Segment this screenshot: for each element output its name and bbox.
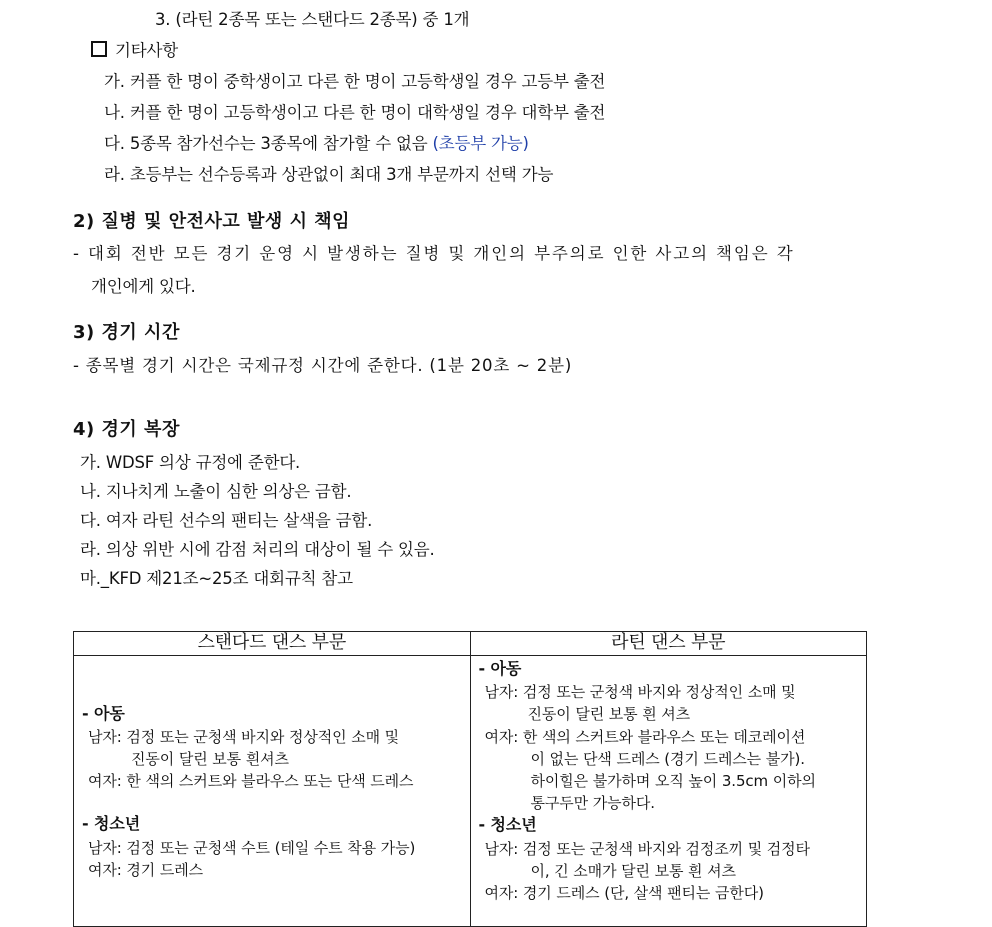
etc-heading-text: 기타사항 [115, 41, 178, 60]
attire-item-da: 다. 여자 라틴 선수의 팬티는 살색을 금함. [80, 511, 373, 530]
attire-item-ma: 마._KFD 제21조~25조 대회규칙 참고 [80, 569, 353, 588]
latin-child-line: 하이힐은 불가하며 오직 높이 3.5cm 이하의 [530, 772, 816, 790]
latin-youth-line: 이, 긴 소매가 달린 보통 흰 셔츠 [530, 862, 736, 880]
etc-item-da-note: (초등부 가능) [432, 134, 529, 153]
standard-child-line: 여자: 한 색의 스커트와 블라우스 또는 단색 드레스 [88, 772, 414, 790]
eligibility-item-3: 3. (라틴 2종목 또는 스탠다드 2종목) 중 1개 [155, 10, 470, 29]
attire-item-na: 나. 지나치게 노출이 심한 의상은 금함. [80, 482, 352, 501]
latin-child-line: 진동이 달린 보통 흰 셔츠 [527, 705, 691, 723]
section3-text-1: - 종목별 경기 시간은 국제규정 시간에 준한다. (1분 20초 ~ 2분) [73, 356, 573, 375]
etc-item-da [104, 133, 529, 155]
etc-item-na: 나. 커플 한 명이 고등학생이고 다른 한 명이 대학생일 경우 대학부 출전 [104, 103, 606, 122]
checkbox-icon [91, 41, 107, 57]
etc-heading [91, 40, 178, 62]
standard-cell [74, 656, 471, 927]
section3-title: 3) 경기 시간 [73, 322, 180, 343]
latin-header: 라틴 댄스 부문 [470, 632, 867, 656]
latin-child-line: 여자: 한 색의 스커트와 블라우스 또는 데코레이션 [484, 728, 806, 746]
latin-child-line: 통구두만 가능하다. [530, 794, 655, 812]
section4-title: 4) 경기 복장 [73, 419, 180, 440]
standard-youth-line: 남자: 검정 또는 군청색 수트 (테일 수트 착용 가능) [88, 839, 416, 857]
standard-header: 스탠다드 댄스 부문 [74, 632, 471, 656]
section2-text-2: 개인에게 있다. [91, 277, 196, 296]
standard-youth-line: 여자: 경기 드레스 [88, 861, 204, 879]
attire-item-ra: 라. 의상 위반 시에 감점 처리의 대상이 될 수 있음. [80, 540, 435, 559]
etc-item-ga: 가. 커플 한 명이 중학생이고 다른 한 명이 고등학생일 경우 고등부 출전 [104, 72, 606, 91]
latin-cell [470, 656, 867, 927]
section2-text-1: - 대회 전반 모든 경기 운영 시 발생하는 질병 및 개인의 부주의로 인한 사고의 책임은 각 [73, 244, 795, 263]
etc-item-da-text: 다. 5종목 참가선수는 3종목에 참가할 수 없음 [104, 134, 428, 153]
etc-item-ra: 라. 초등부는 선수등록과 상관없이 최대 3개 부문까지 선택 가능 [104, 165, 554, 184]
dress-code-table [73, 631, 867, 927]
standard-child-line: 남자: 검정 또는 군청색 바지와 정상적인 소매 및 [88, 728, 400, 746]
latin-child-title: - 아동 [478, 659, 522, 678]
attire-item-ga: 가. WDSF 의상 규정에 준한다. [80, 453, 301, 472]
standard-youth-title: - 청소년 [82, 814, 141, 833]
table-header-row [74, 632, 867, 656]
latin-youth-line: 남자: 검정 또는 군청색 바지와 검정조끼 및 검정타 [484, 840, 810, 858]
standard-child-title: - 아동 [82, 704, 125, 723]
standard-child-line: 진동이 달린 보통 흰셔츠 [131, 750, 289, 768]
latin-youth-title: - 청소년 [478, 815, 537, 834]
latin-youth-line: 여자: 경기 드레스 (단, 살색 팬티는 금한다) [484, 884, 764, 902]
section2-title: 2) 질병 및 안전사고 발생 시 책임 [73, 211, 351, 232]
latin-child-line: 이 없는 단색 드레스 (경기 드레스는 불가). [530, 750, 805, 768]
table-body-row [74, 656, 867, 927]
latin-child-line: 남자: 검정 또는 군청색 바지와 정상적인 소매 및 [484, 683, 796, 701]
